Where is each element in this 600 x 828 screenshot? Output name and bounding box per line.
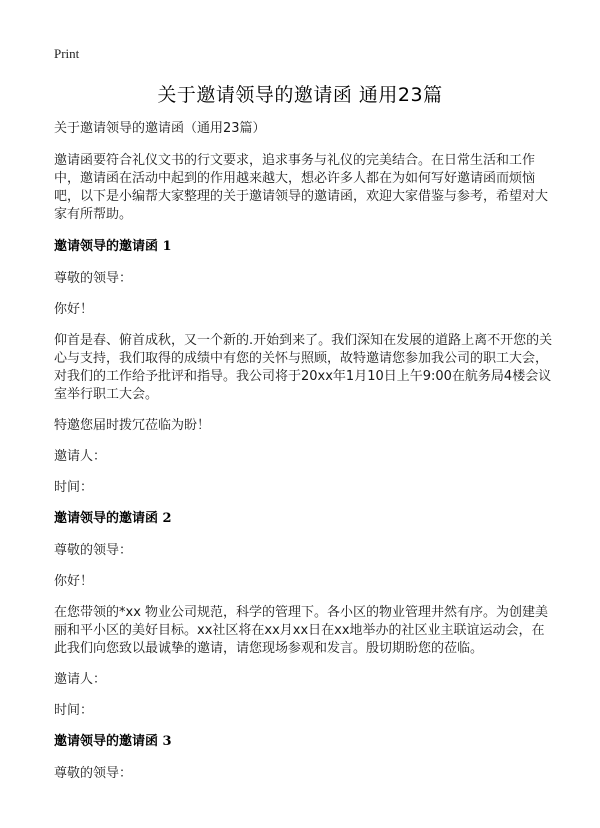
letter-body: 仰首是春、俯首成秋，又一个新的.开始到来了。我们深知在发展的道路上离不开您的关心与支持，我们取得的成绩中有您的关怀与照顾，故特邀请您参加我公司的职工大会，对我们的工作给予批评和指导。我公司将于20xx年1月10日上午9:00在航务局4楼会议室举行职工大会。 bbox=[54, 333, 553, 402]
letter-time: 时间： bbox=[54, 480, 94, 495]
letter-greeting: 你好！ bbox=[54, 574, 94, 589]
letter-time: 时间： bbox=[54, 703, 94, 718]
letter-salutation: 尊敬的领导： bbox=[54, 271, 133, 286]
letter-heading: 邀请领导的邀请函 2 bbox=[54, 511, 172, 526]
letter-body: 在您带领的*xx 物业公司规范，科学的管理下。各小区的物业管理井然有序。为创建美丽和平小区的美好目标。xx社区将在xx月xx日在xx地举办的社区业主联谊运动会，在此我们向您致以最诚挚的邀请，请您现场参观和发言。殷切期盼您的莅临。 bbox=[54, 605, 549, 656]
letter-inviter: 邀请人： bbox=[54, 672, 107, 687]
print-label: Print bbox=[54, 46, 80, 61]
letter-section bbox=[54, 510, 554, 720]
letter-greeting: 你好！ bbox=[54, 302, 94, 317]
document-body bbox=[54, 120, 554, 796]
document-title: 关于邀请领导的邀请函 通用23篇 bbox=[157, 84, 443, 106]
letter-closing: 特邀您届时拨冗莅临为盼！ bbox=[54, 418, 211, 433]
letter-salutation: 尊敬的领导： bbox=[54, 543, 133, 558]
letter-section bbox=[54, 733, 554, 783]
letter-inviter: 邀请人： bbox=[54, 449, 107, 464]
letter-heading: 邀请领导的邀请函 3 bbox=[54, 734, 172, 749]
letter-heading: 邀请领导的邀请函 1 bbox=[54, 239, 172, 254]
document-subtitle: 关于邀请领导的邀请函（通用23篇） bbox=[54, 121, 266, 136]
intro-paragraph: 邀请函要符合礼仪文书的行文要求，追求事务与礼仪的完美结合。在日常生活和工作中，邀请函在活动中起到的作用越来越大，想必许多人都在为如何写好邀请函而烦恼吧，以下是小编帮大家整理的关于邀请领导的邀请函，欢迎大家借鉴与参考，希望对大家有所帮助。 bbox=[54, 153, 549, 222]
letter-section bbox=[54, 238, 554, 497]
letter-salutation: 尊敬的领导： bbox=[54, 766, 133, 781]
